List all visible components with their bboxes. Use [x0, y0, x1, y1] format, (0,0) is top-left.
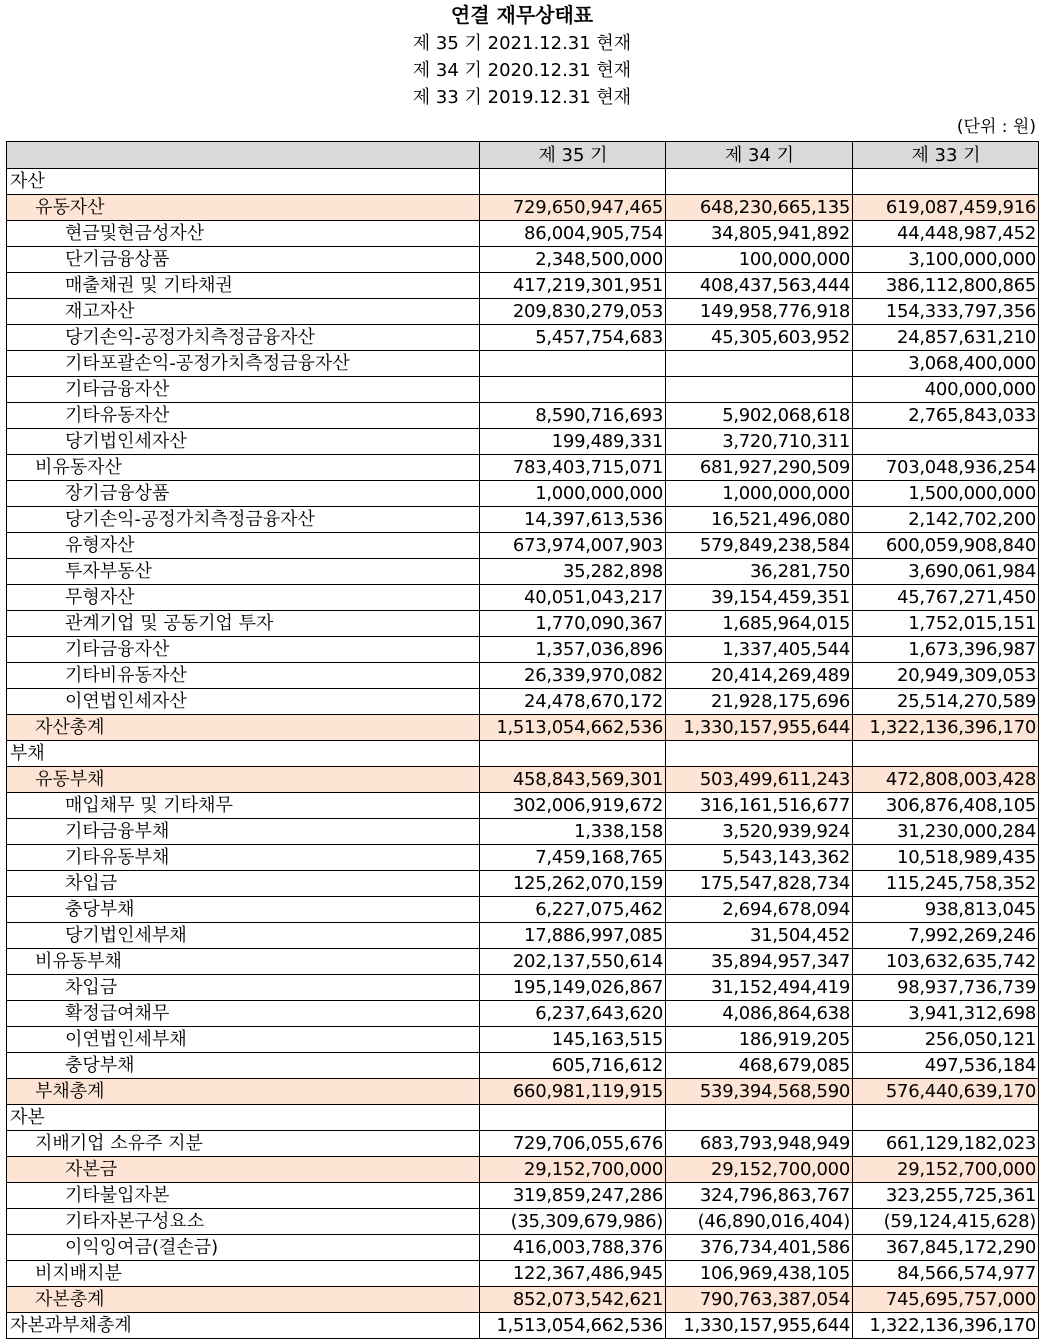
value-cell: 400,000,000 — [853, 377, 1039, 403]
table-row — [7, 871, 1039, 897]
table-row — [7, 429, 1039, 455]
value-cell: 1,330,157,955,644 — [666, 1313, 853, 1339]
row-label: 기타유동부채 — [7, 845, 480, 871]
value-cell: 40,051,043,217 — [480, 585, 666, 611]
value-cell: 306,876,408,105 — [853, 793, 1039, 819]
value-cell — [480, 169, 666, 195]
value-cell: 3,941,312,698 — [853, 1001, 1039, 1027]
value-cell — [666, 351, 853, 377]
table-row — [7, 611, 1039, 637]
value-cell: 44,448,987,452 — [853, 221, 1039, 247]
value-cell: 683,793,948,949 — [666, 1131, 853, 1157]
value-cell: 154,333,797,356 — [853, 299, 1039, 325]
table-row — [7, 195, 1039, 221]
value-cell: 458,843,569,301 — [480, 767, 666, 793]
row-label: 자본 — [7, 1105, 480, 1131]
value-cell: 302,006,919,672 — [480, 793, 666, 819]
table-row — [7, 949, 1039, 975]
row-label: 기타금융자산 — [7, 637, 480, 663]
row-label: 비지배지분 — [7, 1261, 480, 1287]
value-cell: 2,142,702,200 — [853, 507, 1039, 533]
value-cell — [666, 377, 853, 403]
value-cell: 5,457,754,683 — [480, 325, 666, 351]
row-label: 충당부채 — [7, 1053, 480, 1079]
table-row — [7, 1131, 1039, 1157]
statement-title: 연결 재무상태표 — [450, 3, 594, 27]
value-cell: 1,000,000,000 — [666, 481, 853, 507]
value-cell: 84,566,574,977 — [853, 1261, 1039, 1287]
value-cell: (59,124,415,628) — [853, 1209, 1039, 1235]
value-cell — [666, 169, 853, 195]
table-row — [7, 767, 1039, 793]
row-label: 기타불입자본 — [7, 1183, 480, 1209]
row-label: 매출채권 및 기타채권 — [7, 273, 480, 299]
value-cell: 3,100,000,000 — [853, 247, 1039, 273]
value-cell: 1,685,964,015 — [666, 611, 853, 637]
value-cell: 6,237,643,620 — [480, 1001, 666, 1027]
value-cell: 1,000,000,000 — [480, 481, 666, 507]
value-cell: 319,859,247,286 — [480, 1183, 666, 1209]
table-row — [7, 1183, 1039, 1209]
value-cell: 103,632,635,742 — [853, 949, 1039, 975]
value-cell: 31,230,000,284 — [853, 819, 1039, 845]
table-row — [7, 741, 1039, 767]
value-cell: 2,348,500,000 — [480, 247, 666, 273]
value-cell: 3,520,939,924 — [666, 819, 853, 845]
value-cell: 122,367,486,945 — [480, 1261, 666, 1287]
value-cell: 8,590,716,693 — [480, 403, 666, 429]
row-label: 충당부채 — [7, 897, 480, 923]
value-cell: 579,849,238,584 — [666, 533, 853, 559]
value-cell — [853, 169, 1039, 195]
row-label: 기타금융자산 — [7, 377, 480, 403]
row-label: 이연법인세부채 — [7, 1027, 480, 1053]
table-row — [7, 533, 1039, 559]
period-line-33: 제 33 기 2019.12.31 현재 — [412, 87, 632, 108]
table-row — [7, 247, 1039, 273]
row-label: 비유동부채 — [7, 949, 480, 975]
value-cell: 386,112,800,865 — [853, 273, 1039, 299]
table-row — [7, 923, 1039, 949]
value-cell: 6,227,075,462 — [480, 897, 666, 923]
value-cell: 660,981,119,915 — [480, 1079, 666, 1105]
value-cell: 1,513,054,662,536 — [480, 715, 666, 741]
value-cell: 17,886,997,085 — [480, 923, 666, 949]
value-cell: 1,330,157,955,644 — [666, 715, 853, 741]
table-row — [7, 351, 1039, 377]
table-row — [7, 273, 1039, 299]
value-cell: 938,813,045 — [853, 897, 1039, 923]
row-label: 기타비유동자산 — [7, 663, 480, 689]
value-cell: 745,695,757,000 — [853, 1287, 1039, 1313]
row-label: 기타포괄손익-공정가치측정금융자산 — [7, 351, 480, 377]
table-row — [7, 481, 1039, 507]
value-cell: 783,403,715,071 — [480, 455, 666, 481]
table-row — [7, 845, 1039, 871]
table-row — [7, 1053, 1039, 1079]
row-label: 현금및현금성자산 — [7, 221, 480, 247]
value-cell: 1,357,036,896 — [480, 637, 666, 663]
value-cell: 3,068,400,000 — [853, 351, 1039, 377]
header-period-35: 제 35 기 — [480, 142, 666, 169]
table-row — [7, 1261, 1039, 1287]
value-cell: 26,339,970,082 — [480, 663, 666, 689]
value-cell: 1,752,015,151 — [853, 611, 1039, 637]
value-cell: 7,992,269,246 — [853, 923, 1039, 949]
value-cell: 1,673,396,987 — [853, 637, 1039, 663]
value-cell: 1,513,054,662,536 — [480, 1313, 666, 1339]
value-cell: 1,337,405,544 — [666, 637, 853, 663]
table-row — [7, 325, 1039, 351]
value-cell: 106,969,438,105 — [666, 1261, 853, 1287]
value-cell: 199,489,331 — [480, 429, 666, 455]
header-account — [7, 142, 480, 169]
value-cell: 7,459,168,765 — [480, 845, 666, 871]
table-row — [7, 403, 1039, 429]
value-cell: (35,309,679,986) — [480, 1209, 666, 1235]
value-cell: 503,499,611,243 — [666, 767, 853, 793]
row-label: 투자부동산 — [7, 559, 480, 585]
value-cell — [853, 429, 1039, 455]
value-cell: 14,397,613,536 — [480, 507, 666, 533]
row-label: 자산총계 — [7, 715, 480, 741]
row-label: 유형자산 — [7, 533, 480, 559]
table-row — [7, 507, 1039, 533]
row-label: 부채총계 — [7, 1079, 480, 1105]
table-row — [7, 637, 1039, 663]
value-cell: 31,152,494,419 — [666, 975, 853, 1001]
row-label: 당기법인세부채 — [7, 923, 480, 949]
table-row — [7, 1027, 1039, 1053]
table-row — [7, 715, 1039, 741]
value-cell: 35,282,898 — [480, 559, 666, 585]
value-cell: 2,694,678,094 — [666, 897, 853, 923]
value-cell: 115,245,758,352 — [853, 871, 1039, 897]
row-label: 무형자산 — [7, 585, 480, 611]
table-row — [7, 1105, 1039, 1131]
row-label: 단기금융상품 — [7, 247, 480, 273]
value-cell: 29,152,700,000 — [853, 1157, 1039, 1183]
value-cell: 3,690,061,984 — [853, 559, 1039, 585]
row-label: 기타금융부채 — [7, 819, 480, 845]
value-cell: 408,437,563,444 — [666, 273, 853, 299]
value-cell: 125,262,070,159 — [480, 871, 666, 897]
value-cell: 25,514,270,589 — [853, 689, 1039, 715]
table-row — [7, 689, 1039, 715]
value-cell: 5,543,143,362 — [666, 845, 853, 871]
value-cell: 576,440,639,170 — [853, 1079, 1039, 1105]
row-label: 지배기업 소유주 지분 — [7, 1131, 480, 1157]
table-row — [7, 1287, 1039, 1313]
table-row — [7, 793, 1039, 819]
row-label: 부채 — [7, 741, 480, 767]
value-cell: 376,734,401,586 — [666, 1235, 853, 1261]
value-cell: 21,928,175,696 — [666, 689, 853, 715]
value-cell: 195,149,026,867 — [480, 975, 666, 1001]
value-cell: 2,765,843,033 — [853, 403, 1039, 429]
value-cell: 324,796,863,767 — [666, 1183, 853, 1209]
value-cell: 416,003,788,376 — [480, 1235, 666, 1261]
row-label: 자본총계 — [7, 1287, 480, 1313]
table-row — [7, 299, 1039, 325]
row-label: 당기법인세자산 — [7, 429, 480, 455]
value-cell — [480, 1105, 666, 1131]
row-label: 차입금 — [7, 975, 480, 1001]
value-cell: 852,073,542,621 — [480, 1287, 666, 1313]
value-cell: 605,716,612 — [480, 1053, 666, 1079]
value-cell: 729,650,947,465 — [480, 195, 666, 221]
value-cell: 35,894,957,347 — [666, 949, 853, 975]
value-cell: 703,048,936,254 — [853, 455, 1039, 481]
table-row — [7, 169, 1039, 195]
table-row — [7, 1313, 1039, 1339]
value-cell: 39,154,459,351 — [666, 585, 853, 611]
table-row — [7, 585, 1039, 611]
table-row — [7, 221, 1039, 247]
value-cell: 145,163,515 — [480, 1027, 666, 1053]
value-cell: 29,152,700,000 — [480, 1157, 666, 1183]
value-cell: 10,518,989,435 — [853, 845, 1039, 871]
value-cell: 3,720,710,311 — [666, 429, 853, 455]
header-period-33: 제 33 기 — [853, 142, 1039, 169]
value-cell — [480, 741, 666, 767]
value-cell: 24,857,631,210 — [853, 325, 1039, 351]
value-cell: 1,500,000,000 — [853, 481, 1039, 507]
value-cell: 648,230,665,135 — [666, 195, 853, 221]
row-label: 차입금 — [7, 871, 480, 897]
table-row — [7, 663, 1039, 689]
value-cell: 661,129,182,023 — [853, 1131, 1039, 1157]
value-cell: 29,152,700,000 — [666, 1157, 853, 1183]
value-cell: 256,050,121 — [853, 1027, 1039, 1053]
value-cell: 1,770,090,367 — [480, 611, 666, 637]
value-cell: 100,000,000 — [666, 247, 853, 273]
value-cell: 209,830,279,053 — [480, 299, 666, 325]
table-row — [7, 1209, 1039, 1235]
table-row — [7, 1079, 1039, 1105]
header-period-34: 제 34 기 — [666, 142, 853, 169]
value-cell: 1,322,136,396,170 — [853, 715, 1039, 741]
value-cell: 619,087,459,916 — [853, 195, 1039, 221]
table-row — [7, 1235, 1039, 1261]
value-cell: 673,974,007,903 — [480, 533, 666, 559]
table-row — [7, 559, 1039, 585]
value-cell: 45,305,603,952 — [666, 325, 853, 351]
value-cell: 497,536,184 — [853, 1053, 1039, 1079]
row-label: 유동부채 — [7, 767, 480, 793]
unit-label: (단위 : 원) — [956, 117, 1036, 137]
value-cell: 539,394,568,590 — [666, 1079, 853, 1105]
row-label: 장기금융상품 — [7, 481, 480, 507]
value-cell: 1,338,158 — [480, 819, 666, 845]
value-cell: (46,890,016,404) — [666, 1209, 853, 1235]
value-cell: 367,845,172,290 — [853, 1235, 1039, 1261]
value-cell: 16,521,496,080 — [666, 507, 853, 533]
row-label: 이익잉여금(결손금) — [7, 1235, 480, 1261]
row-label: 기타자본구성요소 — [7, 1209, 480, 1235]
row-label: 당기손익-공정가치측정금융자산 — [7, 507, 480, 533]
value-cell — [480, 351, 666, 377]
value-cell: 729,706,055,676 — [480, 1131, 666, 1157]
value-cell: 31,504,452 — [666, 923, 853, 949]
value-cell — [853, 741, 1039, 767]
value-cell: 86,004,905,754 — [480, 221, 666, 247]
row-label: 매입채무 및 기타채무 — [7, 793, 480, 819]
value-cell: 45,767,271,450 — [853, 585, 1039, 611]
row-label: 유동자산 — [7, 195, 480, 221]
row-label: 재고자산 — [7, 299, 480, 325]
value-cell: 175,547,828,734 — [666, 871, 853, 897]
value-cell: 323,255,725,361 — [853, 1183, 1039, 1209]
table-row — [7, 975, 1039, 1001]
table-row — [7, 1001, 1039, 1027]
table-row — [7, 455, 1039, 481]
value-cell: 681,927,290,509 — [666, 455, 853, 481]
value-cell: 98,937,736,739 — [853, 975, 1039, 1001]
table-body — [7, 169, 1039, 1339]
value-cell: 790,763,387,054 — [666, 1287, 853, 1313]
value-cell: 24,478,670,172 — [480, 689, 666, 715]
row-label: 당기손익-공정가치측정금융자산 — [7, 325, 480, 351]
value-cell: 5,902,068,618 — [666, 403, 853, 429]
row-label: 확정급여채무 — [7, 1001, 480, 1027]
value-cell — [853, 1105, 1039, 1131]
table-row — [7, 377, 1039, 403]
table-row — [7, 819, 1039, 845]
value-cell: 468,679,085 — [666, 1053, 853, 1079]
value-cell: 202,137,550,614 — [480, 949, 666, 975]
value-cell: 1,322,136,396,170 — [853, 1313, 1039, 1339]
row-label: 관계기업 및 공동기업 투자 — [7, 611, 480, 637]
value-cell: 20,949,309,053 — [853, 663, 1039, 689]
value-cell: 36,281,750 — [666, 559, 853, 585]
value-cell: 34,805,941,892 — [666, 221, 853, 247]
value-cell: 417,219,301,951 — [480, 273, 666, 299]
row-label: 기타유동자산 — [7, 403, 480, 429]
table-header-row — [7, 142, 1039, 169]
value-cell — [666, 1105, 853, 1131]
value-cell: 316,161,516,677 — [666, 793, 853, 819]
row-label: 비유동자산 — [7, 455, 480, 481]
value-cell: 20,414,269,489 — [666, 663, 853, 689]
value-cell — [666, 741, 853, 767]
table-row — [7, 897, 1039, 923]
table-row — [7, 1157, 1039, 1183]
value-cell: 472,808,003,428 — [853, 767, 1039, 793]
row-label: 자본금 — [7, 1157, 480, 1183]
value-cell: 4,086,864,638 — [666, 1001, 853, 1027]
row-label: 자본과부채총계 — [7, 1313, 480, 1339]
balance-sheet-table — [6, 141, 1039, 1339]
value-cell: 149,958,776,918 — [666, 299, 853, 325]
value-cell — [480, 377, 666, 403]
value-cell: 600,059,908,840 — [853, 533, 1039, 559]
statement-header — [0, 0, 1044, 141]
period-line-35: 제 35 기 2021.12.31 현재 — [412, 33, 632, 54]
row-label: 자산 — [7, 169, 480, 195]
value-cell: 186,919,205 — [666, 1027, 853, 1053]
period-line-34: 제 34 기 2020.12.31 현재 — [412, 60, 632, 81]
row-label: 이연법인세자산 — [7, 689, 480, 715]
